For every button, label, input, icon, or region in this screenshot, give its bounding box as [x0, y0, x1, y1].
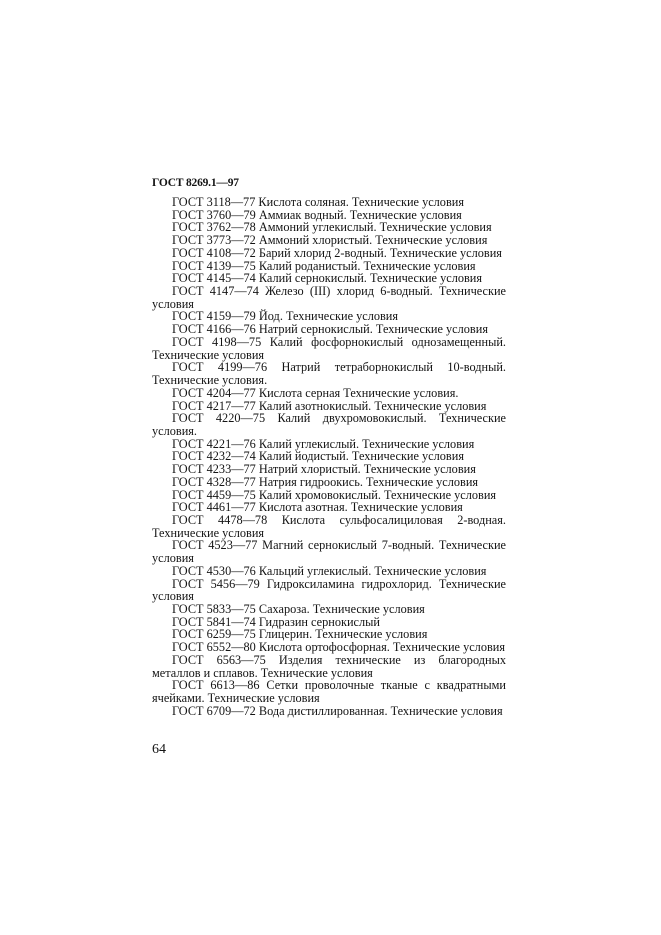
reference-item: ГОСТ 4232—74 Калий йодистый. Технические условия: [172, 449, 464, 464]
page-number: 64: [152, 742, 166, 757]
reference-item: ГОСТ 6563—75 Изделия технические из благородных металлов и сплавов. Технические условия: [152, 652, 506, 680]
reference-item: ГОСТ 4233—77 Натрий хлористый. Технические условия: [172, 462, 476, 477]
reference-item: ГОСТ 4478—78 Кислота сульфосалициловая 2-водная. Технические условия: [152, 512, 506, 540]
reference-item: ГОСТ 4217—77 Калий азотнокислый. Технические условия: [172, 398, 487, 413]
reference-item: ГОСТ 6259—75 Глицерин. Технические условия: [172, 627, 428, 642]
reference-item: ГОСТ 4461—77 Кислота азотная. Технические условия: [172, 500, 463, 515]
reference-item: ГОСТ 4159—79 Йод. Технические условия: [172, 309, 399, 324]
reference-item: ГОСТ 4199—76 Натрий тетраборнокислый 10-водный. Технические условия.: [152, 360, 506, 388]
reference-item: ГОСТ 6552—80 Кислота ортофосфорная. Технические условия: [172, 640, 506, 655]
reference-item: ГОСТ 3773—72 Аммоний хлористый. Технические условия: [172, 233, 488, 248]
reference-item: ГОСТ 4108—72 Барий хлорид 2-водный. Технические условия: [172, 245, 502, 260]
reference-item: ГОСТ 3118—77 Кислота соляная. Технические условия: [172, 195, 465, 209]
reference-item: ГОСТ 3762—78 Аммоний углекислый. Технические условия: [172, 220, 492, 235]
reference-item: ГОСТ 3760—79 Аммиак водный. Технические условия: [172, 207, 462, 222]
reference-item: ГОСТ 5456—79 Гидроксиламина гидрохлорид. Технические условия: [152, 576, 506, 604]
page-header: ГОСТ 8269.1—97: [152, 177, 239, 189]
reference-item: ГОСТ 4198—75 Калий фосфорнокислый однозамещенный. Технические условия: [152, 334, 506, 362]
reference-item: ГОСТ 4221—76 Калий углекислый. Технические условия: [172, 436, 475, 451]
reference-item: ГОСТ 4220—75 Калий двухромовокислый. Технические условия.: [152, 411, 506, 438]
reference-item: ГОСТ 4166—76 Натрий сернокислый. Технические условия: [172, 322, 488, 337]
reference-list: [152, 196, 506, 717]
reference-item: ГОСТ 4147—74 Железо (III) хлорид 6-водный. Технические условия: [152, 284, 506, 311]
reference-item: ГОСТ 6613—86 Сетки проволочные тканые с квадратными ячейками. Технические условия: [152, 678, 506, 706]
reference-item: ГОСТ 5833—75 Сахароза. Технические условия: [172, 602, 425, 616]
reference-item: ГОСТ 4523—77 Магний сернокислый 7-водный. Технические условия: [152, 538, 506, 566]
reference-item: ГОСТ 6709—72 Вода дистиллированная. Технические условия: [172, 703, 503, 718]
reference-item: ГОСТ 4139—75 Калий роданистый. Технические условия: [172, 258, 476, 273]
reference-item: ГОСТ 5841—74 Гидразин сернокислый: [172, 614, 380, 629]
reference-item: ГОСТ 4204—77 Кислота серная Технические условия.: [172, 385, 459, 400]
reference-item: ГОСТ 4530—76 Кальций углекислый. Технические условия: [172, 563, 487, 578]
reference-item: ГОСТ 4459—75 Калий хромовокислый. Технические условия: [172, 487, 497, 502]
reference-item: ГОСТ 4145—74 Калий сернокислый. Технические условия: [172, 271, 483, 286]
reference-item: ГОСТ 4328—77 Натрия гидроокись. Технические условия: [172, 474, 479, 489]
